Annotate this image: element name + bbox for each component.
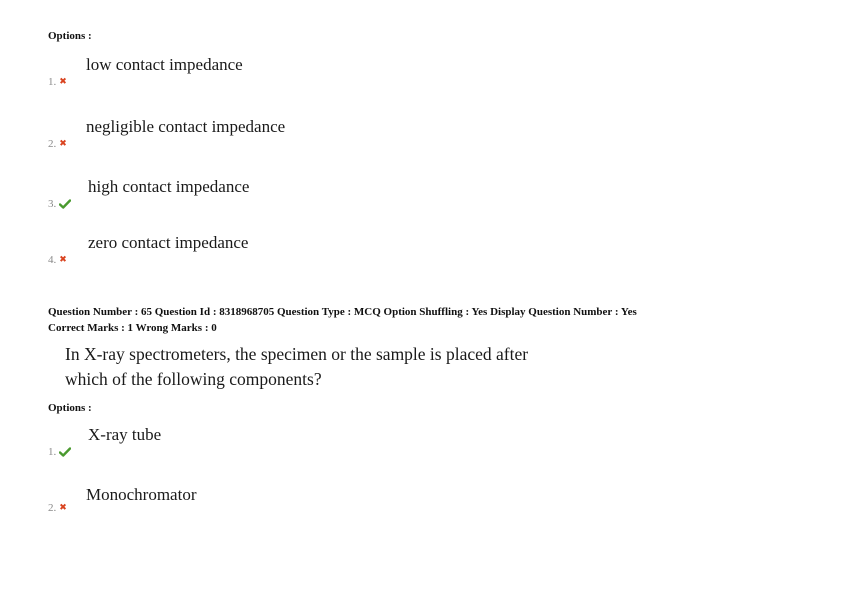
options-label: Options : (48, 30, 92, 42)
question-marks: Correct Marks : 1 Wrong Marks : 0 (48, 322, 217, 334)
option-number (48, 502, 67, 514)
option-number (48, 446, 71, 458)
check-icon (59, 199, 71, 209)
cross-icon: ✖ (59, 77, 67, 87)
option-number (48, 138, 67, 150)
cross-icon: ✖ (59, 139, 67, 149)
question-meta: Question Number : 65 Question Id : 8318968705 Question Type : MCQ Option Shuffling : Yes Display Question Number : Yes (48, 306, 637, 318)
option-number-label: 1. (48, 76, 57, 88)
option-number-label: 1. (48, 446, 57, 458)
option-number-label: 2. (48, 138, 57, 150)
option-number (48, 76, 67, 88)
check-icon (59, 447, 71, 457)
cross-icon: ✖ (59, 255, 67, 265)
question-text-line-2: which of the following components? (65, 369, 322, 389)
option-text: X-ray tube (88, 425, 162, 444)
option-text: Monochromator (86, 485, 197, 504)
option-number (48, 198, 71, 210)
option-text: zero contact impedance (88, 233, 249, 252)
options-label: Options : (48, 402, 92, 414)
option-text: high contact impedance (88, 177, 250, 196)
option-text: negligible contact impedance (86, 117, 286, 136)
cross-icon: ✖ (59, 503, 67, 513)
question-text-line-1: In X-ray spectrometers, the specimen or the sample is placed after (65, 344, 529, 364)
option-number-label: 3. (48, 198, 57, 210)
option-number-label: 2. (48, 502, 57, 514)
option-number-label: 4. (48, 254, 57, 266)
option-text: low contact impedance (86, 55, 243, 74)
option-number (48, 254, 67, 266)
